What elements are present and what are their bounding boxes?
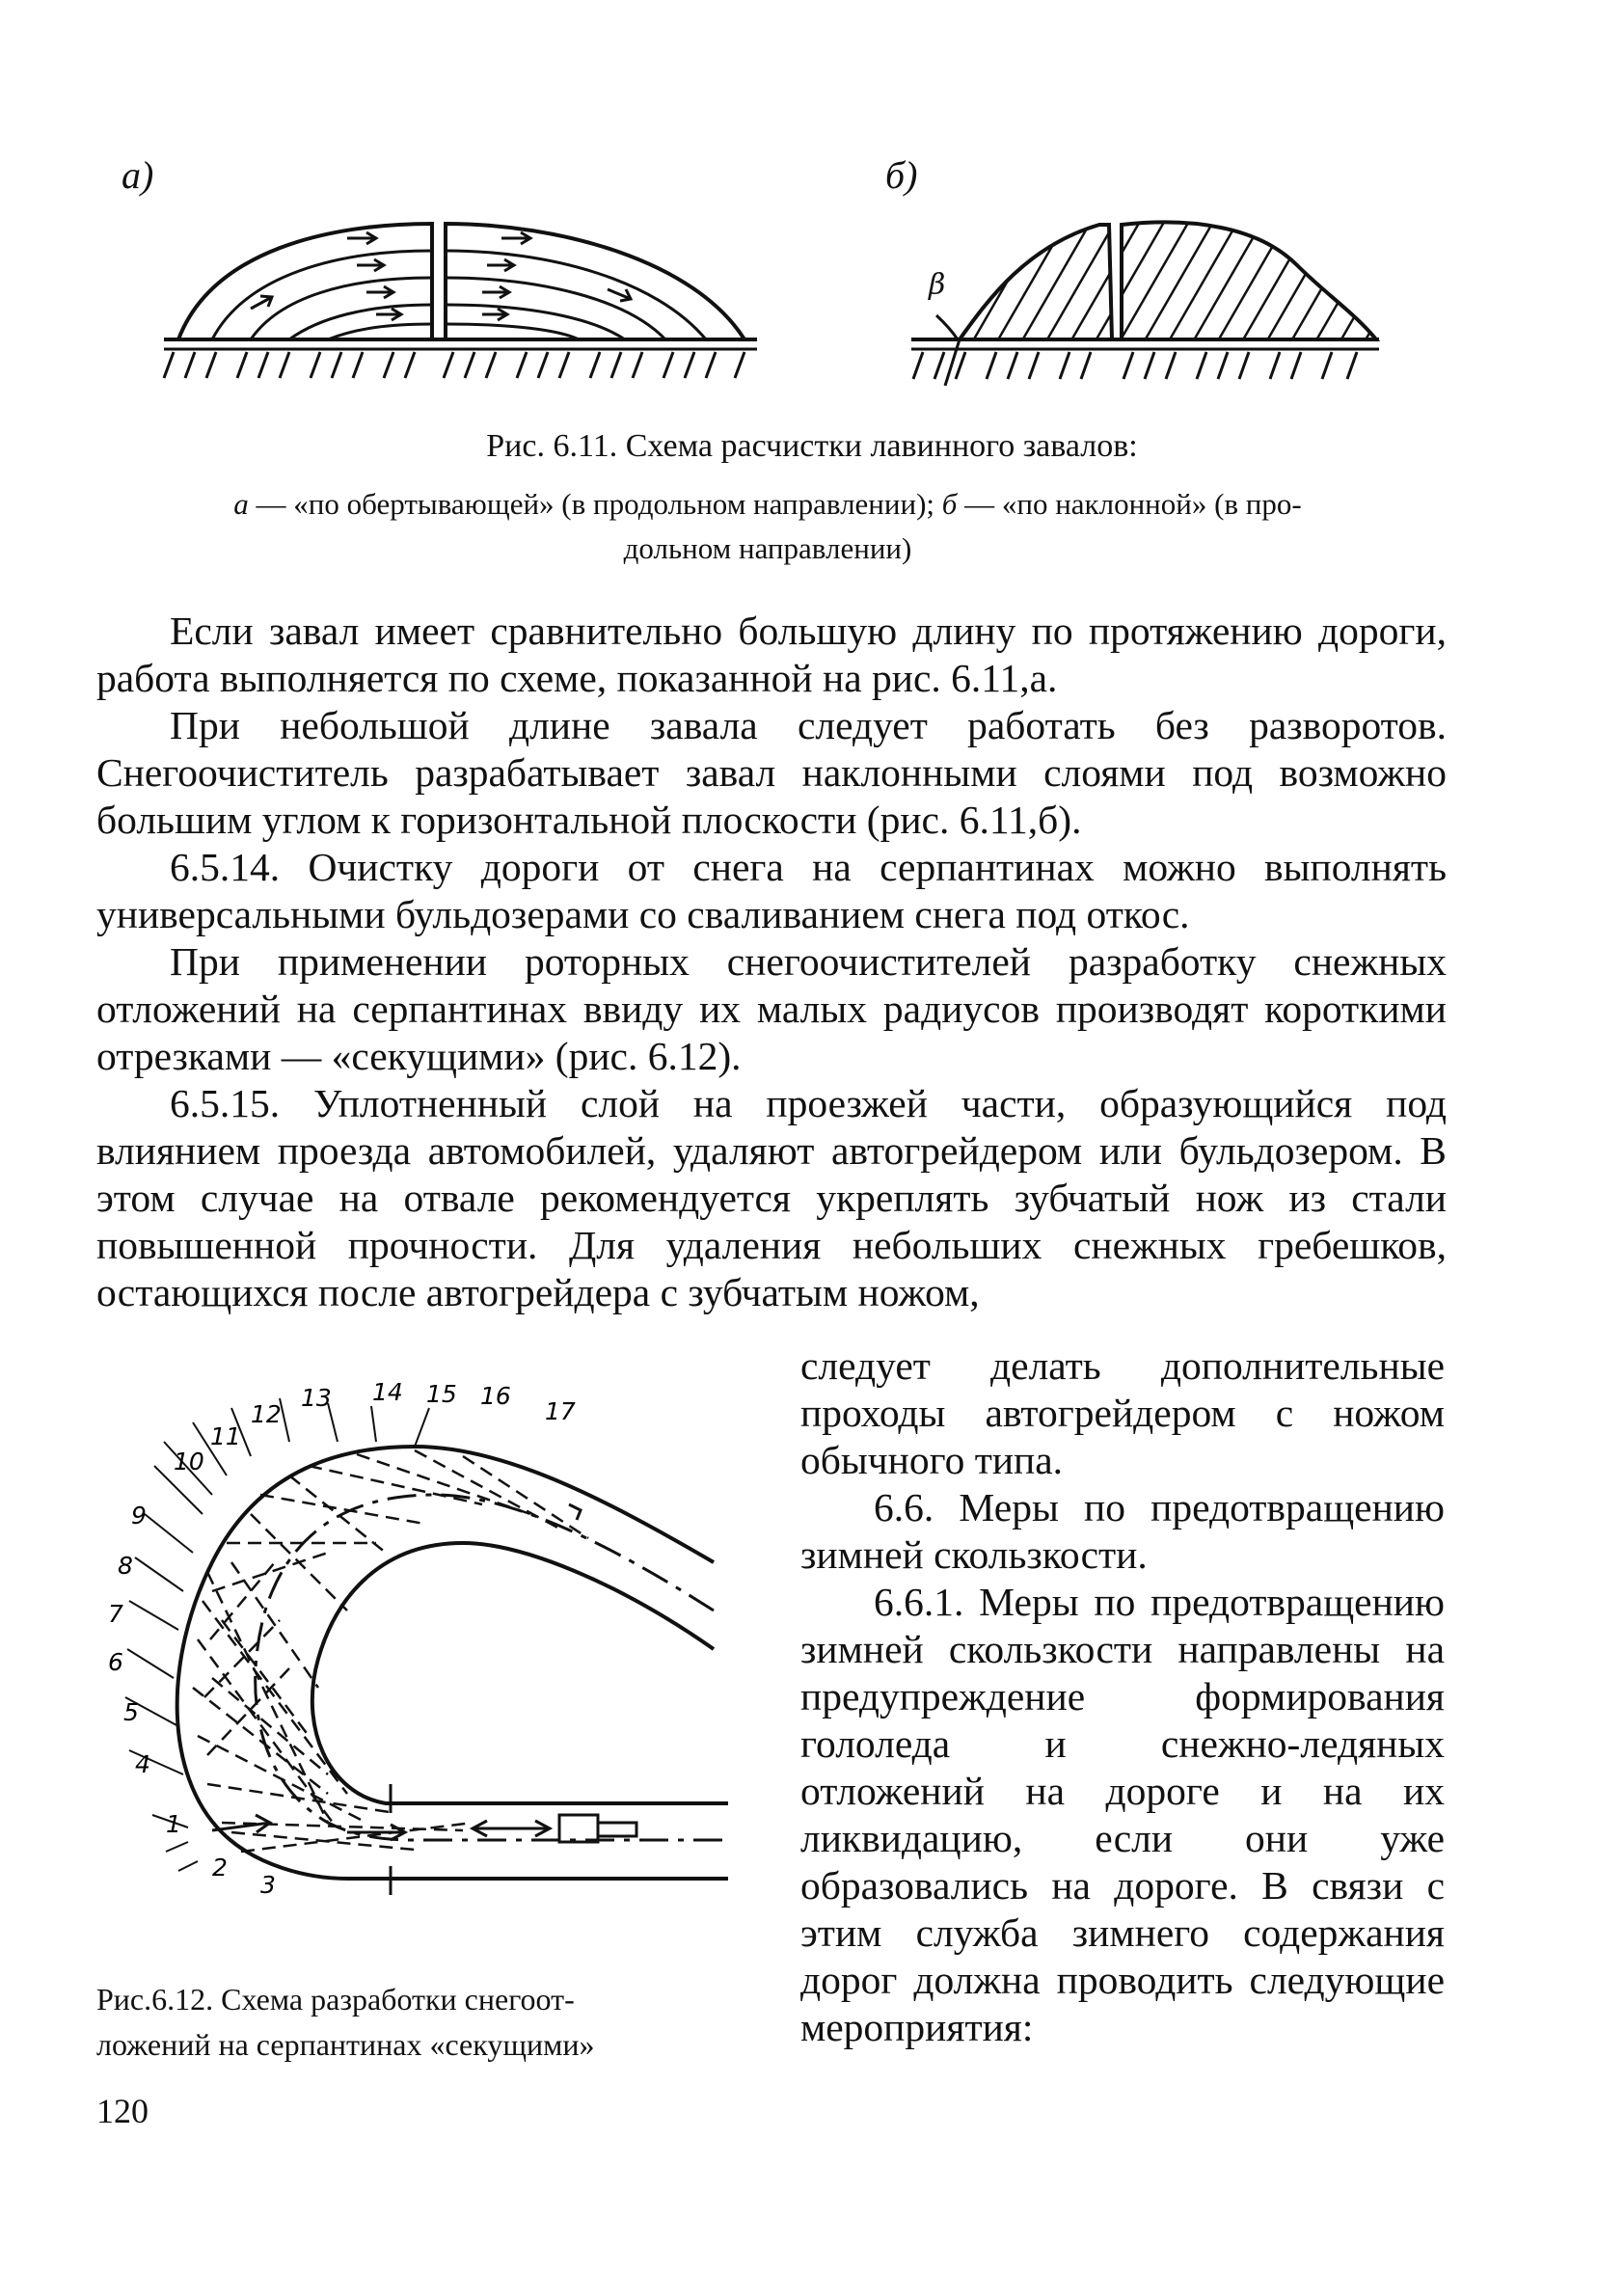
fig-number-14: 14 bbox=[372, 1378, 403, 1406]
fig-number-4: 4 bbox=[135, 1750, 150, 1778]
fig-number-3: 3 bbox=[260, 1871, 276, 1899]
page-number: 120 bbox=[96, 2092, 149, 2130]
paragraph-7: 6.6.1. Меры по предотвращению зимней скользкости направлены на предупреждение формирования гололеда и снежно-ледяных отложений на дороге и на их ликвидацию, если они уже образовались на дороге. В связи с этим служба зимнего содержания дорог должна проводить следующие мероприятия: bbox=[800, 1580, 1445, 2049]
paragraph-4: При применении роторных снегоочистителей разработку снежных отложений на серпантинах ввиду их малых радиусов производят короткими отрезками — «секущими» (рис. 6.12). bbox=[96, 939, 1447, 1078]
caption-line-2: дольном направлении) bbox=[623, 531, 912, 565]
figure-6-11b-drawing bbox=[902, 207, 1384, 386]
fig-number-13: 13 bbox=[301, 1384, 332, 1412]
paragraph-6: следует делать дополнительные проходы автогрейдером с ножом обычного типа. bbox=[800, 1343, 1445, 1482]
paragraph-5: 6.5.15. Уплотненный слой на проезжей части, образующийся под влиянием проезда автомобилей, удаляют автогрейдером или бульдозером. В этом случае на отвале рекомендуется укреплять зубчатый нож из стали повышенной прочности. Для удаления небольших снежных гребешков, остающихся после автогрейдера с зубчатым ножом, bbox=[96, 1081, 1447, 1314]
main-text-block bbox=[96, 608, 1447, 1316]
paragraph-2: При небольшой длине завала следует работать без разворотов. Снегоочиститель разрабатывает завал наклонными слоями под возможно большим углом к горизонтальной плоскости (рис. 6.11,б). bbox=[96, 703, 1447, 842]
fig-number-5: 5 bbox=[123, 1698, 139, 1726]
section-6-6-heading: 6.6. Меры по предотвращению зимней скользкости. bbox=[800, 1485, 1445, 1577]
caption-letter-a: а bbox=[233, 487, 249, 521]
beta-angle-label: β bbox=[929, 268, 946, 302]
fig-number-2: 2 bbox=[212, 1854, 228, 1881]
fig-number-15: 15 bbox=[426, 1380, 457, 1408]
caption-text-b: — «по наклонной» (в про- bbox=[957, 487, 1302, 521]
fig-number-7: 7 bbox=[108, 1600, 123, 1628]
fig-number-9: 9 bbox=[131, 1502, 147, 1530]
figure-6-11-label-a: а) bbox=[122, 153, 154, 197]
fig-number-6: 6 bbox=[108, 1648, 123, 1676]
figure-6-12-caption bbox=[96, 1977, 762, 2068]
figure-6-11a-drawing bbox=[154, 212, 771, 386]
fig-number-17: 17 bbox=[545, 1397, 576, 1425]
fig-number-1: 1 bbox=[166, 1810, 181, 1838]
caption-letter-b: б bbox=[941, 487, 958, 521]
caption-text-a: — «по обертывающей» (в продольном направлении); bbox=[248, 487, 942, 521]
figure-6-11-caption-legend bbox=[93, 482, 1443, 571]
fig-number-12: 12 bbox=[251, 1400, 282, 1428]
right-column-text bbox=[800, 1342, 1445, 2051]
fig-number-11: 11 bbox=[210, 1422, 241, 1450]
figure-6-12-caption-line-1: Рис.6.12. Схема разработки снегоот- bbox=[96, 1982, 575, 2017]
figure-6-11-label-b: б) bbox=[885, 153, 918, 197]
fig-number-10: 10 bbox=[174, 1448, 204, 1475]
figure-6-11-caption-title: Рис. 6.11. Схема расчистки лавинного завалов: bbox=[486, 428, 1138, 464]
figure-6-12-caption-line-2: ложений на серпантинах «секущими» bbox=[96, 2027, 595, 2062]
fig-number-8: 8 bbox=[118, 1552, 133, 1580]
paragraph-1: Если завал имеет сравнительно большую длину по протяжению дороги, работа выполняется по схеме, показанной на рис. 6.11,а. bbox=[96, 609, 1447, 700]
figure-6-12-drawing bbox=[96, 1369, 752, 1967]
paragraph-3: 6.5.14. Очистку дороги от снега на серпантинах можно выполнять универсальными бульдозерами со сваливанием снега под откос. bbox=[96, 845, 1447, 936]
fig-number-16: 16 bbox=[480, 1382, 511, 1410]
